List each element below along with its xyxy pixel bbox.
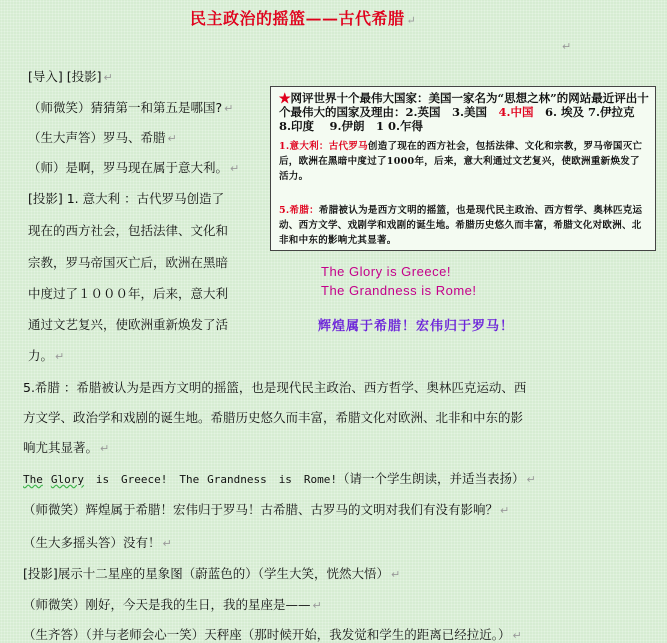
- paragraph-mark-icon: ↵: [391, 568, 401, 581]
- glory-line: The Glory is Greece!: [321, 264, 451, 279]
- text-line: 中度过了１０００年，后来，意大利: [28, 286, 229, 301]
- paragraph-mark-icon: ↵: [312, 599, 322, 612]
- text-line: （生大声答）罗马、希腊 ↵: [28, 130, 177, 145]
- text-line: [导入] [投影] ↵: [28, 69, 113, 84]
- ranking-intro: ★网评世界十个最伟大国家：美国一家名为“思想之林”的网站最近评出十个最伟大的国家及理由：2.英国 3.美国 4.中国 6. 埃及 7.伊拉克 8.印度 9.伊朗 1 0.乍得: [279, 91, 649, 133]
- text-line: （生齐答）（并与老师会心一笑）天秤座（那时候开始，我发觉和学生的距离已经拉近。） ↵: [23, 627, 522, 642]
- text-line: （师微笑）刚好，今天是我的生日，我的星座是—— ↵: [23, 597, 322, 612]
- paragraph-mark-icon: ↵: [55, 350, 65, 363]
- text-line: 通过文艺复兴，使欧洲重新焕发了活: [28, 317, 229, 332]
- text-line: [投影] 1. 意大利 ：古代罗马创造了: [28, 191, 225, 206]
- grandness-line: The Grandness is Rome!: [321, 283, 477, 298]
- text-line: 宗教，罗马帝国灭亡后，欧洲在黑暗: [28, 255, 229, 270]
- highlight-china: 4.中国: [498, 105, 534, 119]
- paragraph-mark-icon: ↵: [562, 40, 572, 53]
- text-line: [投影]展示十二星座的星象图（蔚蓝色的）（学生大笑，恍然大悟） ↵: [23, 566, 401, 581]
- paragraph-mark-icon: ↵: [512, 629, 522, 642]
- paragraph-mark-icon: ↵: [162, 537, 172, 550]
- paragraph-mark-icon: ↵: [103, 71, 113, 84]
- star-icon: ★: [279, 91, 291, 105]
- document-title: 民主政治的摇篮——古代希腊 ↵: [190, 9, 417, 28]
- italy-paragraph: 1.意大利：古代罗马创造了现在的西方社会，包括法律、文化和宗教，罗马帝国灭亡后，欧洲在黑暗中度过了1000年，后来，意大利通过文艺复兴，使欧洲重新焕发了活力。: [279, 141, 643, 182]
- paragraph-mark-icon: ↵: [406, 14, 417, 27]
- text-line: （生大多摇头答）没有！ ↵: [23, 535, 172, 550]
- projection-image-box: [270, 86, 656, 251]
- paragraph-mark-icon: ↵: [224, 102, 234, 115]
- paragraph-mark-icon: ↵: [230, 162, 240, 175]
- glory-chinese-line: 辉煌属于希腊！宏伟归于罗马！: [318, 319, 515, 334]
- text-line: （师微笑）猜猜第一和第五是哪国? ↵: [28, 100, 234, 115]
- text-line: 5.希腊 ：希腊被认为是西方文明的摇篮，也是现代民主政治、西方哲学、奥林匹克运动、西: [23, 380, 527, 395]
- paragraph-mark-icon: ↵: [500, 504, 510, 517]
- text-line: （师）是啊，罗马现在属于意大利。 ↵: [28, 160, 240, 175]
- read-aloud-line: The Glory is Greece! The Grandness is Rome!（请一个学生朗读，并适当表扬） ↵: [23, 471, 536, 486]
- paragraph-mark-icon: ↵: [100, 442, 110, 455]
- text-line: 方文学、政治学和戏剧的诞生地。希腊历史悠久而丰富，希腊文化对欧洲、北非和中东的影: [23, 410, 524, 425]
- greece-paragraph: 5.希腊：希腊被认为是西方文明的摇篮，也是现代民主政治、西方哲学、奥林匹克运动、西方文学、戏剧学和戏剧的诞生地。希腊历史悠久而丰富，希腊文化对欧洲、北非和中东的影响尤其显著。: [279, 205, 643, 246]
- paragraph-mark-icon: ↵: [167, 132, 177, 145]
- text-line: 现在的西方社会，包括法律、文化和: [28, 223, 229, 238]
- text-line: 响尤其显著。 ↵: [23, 440, 110, 455]
- text-line: （师微笑）辉煌属于希腊！宏伟归于罗马！古希腊、古罗马的文明对我们有没有影响？ ↵: [23, 502, 510, 517]
- paragraph-mark-icon: ↵: [526, 473, 536, 486]
- text-line: 力。 ↵: [28, 348, 65, 363]
